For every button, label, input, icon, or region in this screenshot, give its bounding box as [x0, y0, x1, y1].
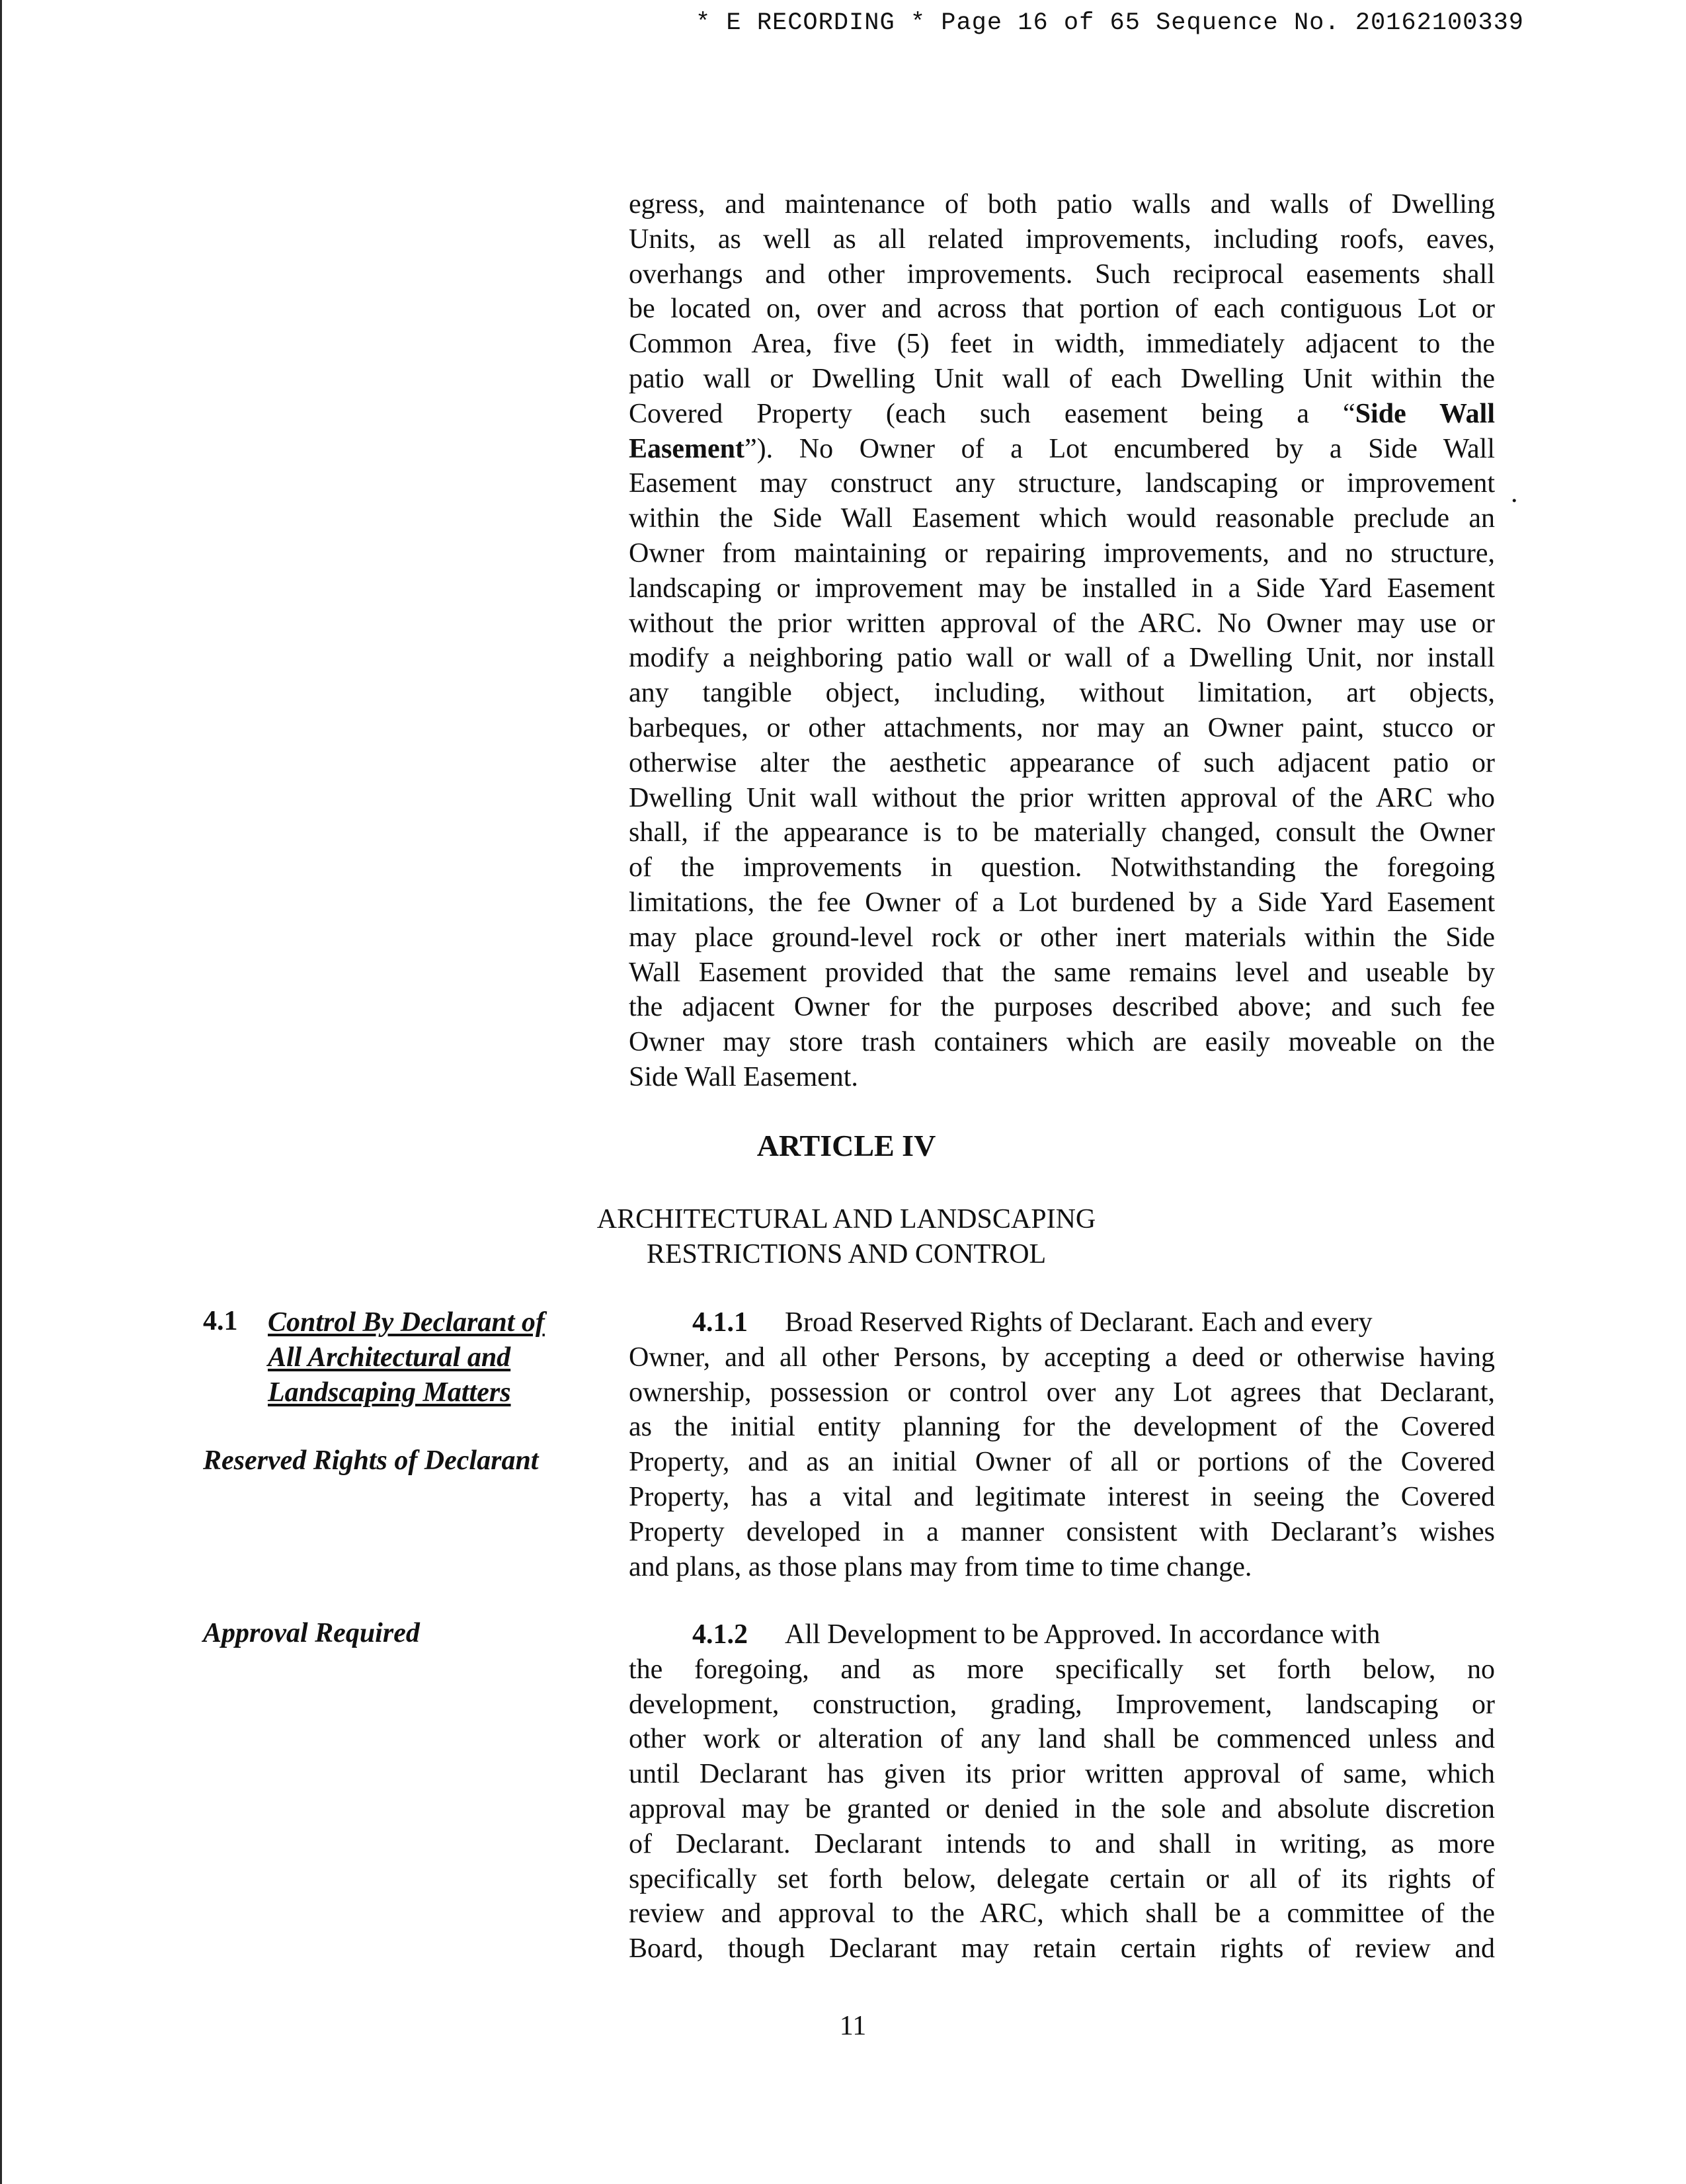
section-heading-line: All Architectural and [268, 1342, 511, 1373]
recording-stamp: * E RECORDING * Page 16 of 65 Sequence No. 20162100339 [696, 9, 1524, 37]
continuation-paragraph [629, 187, 1495, 1095]
margin-label-reserved-rights: Reserved Rights of Declarant [203, 1445, 539, 1476]
text-line [629, 1617, 1495, 1652]
text-line: Units, as well as all related improvements, including roofs, eaves, [629, 223, 1495, 255]
text-line: egress, and maintenance of both patio walls and walls of Dwelling [629, 189, 1495, 220]
text-line: without the prior written approval of the ARC. No Owner may use or [629, 608, 1495, 639]
subsection-first-line: Broad Reserved Rights of Declarant. Each and every [785, 1307, 1373, 1338]
text-line: Easement may construct any structure, landscaping or improvement [629, 468, 1495, 499]
section-heading-line: Control By Declarant of [268, 1307, 545, 1338]
text-line: Property developed in a manner consistent with Declarant’s wishes [629, 1516, 1495, 1547]
text-line: within the Side Wall Easement which would reasonable preclude an [629, 503, 1495, 534]
text-line: review and approval to the ARC, which shall be a committee of the [629, 1898, 1495, 1929]
page-left-edge [0, 0, 2, 2184]
text-line: barbeques, or other attachments, nor may an Owner paint, stucco or [629, 712, 1495, 743]
text-line [629, 1305, 1495, 1340]
subsection-number: 4.1.2 [692, 1619, 748, 1650]
section-heading-line: Landscaping Matters [268, 1377, 511, 1408]
defined-term: Side Wall [1355, 398, 1495, 429]
subsection-first-line: All Development to be Approved. In accordance with [785, 1619, 1381, 1650]
margin-label-approval-required: Approval Required [203, 1618, 420, 1648]
subsection-4-1-2 [629, 1617, 1495, 1966]
subsection-4-1-1 [629, 1305, 1495, 1584]
text-line: shall, if the appearance is to be materially changed, consult the Owner [629, 817, 1495, 848]
text-line: of Declarant. Declarant intends to and shall in writing, as more [629, 1828, 1495, 1859]
text-line: limitations, the fee Owner of a Lot burdened by a Side Yard Easement [629, 887, 1495, 918]
text-line: until Declarant has given its prior written approval of same, which [629, 1759, 1495, 1790]
text-line: as the initial entity planning for the development of the Covered [629, 1412, 1495, 1443]
text-line: may place ground-level rock or other inert materials within the Side [629, 922, 1495, 953]
text-line: landscaping or improvement may be installed in a Side Yard Easement [629, 573, 1495, 604]
article-subtitle-line: RESTRICTIONS AND CONTROL [646, 1239, 1047, 1270]
text-line: Common Area, five (5) feet in width, immediately adjacent to the [629, 329, 1495, 360]
text-line: Board, though Declarant may retain certain rights of review and [629, 1933, 1495, 1964]
text-line: Side Wall Easement. [629, 1061, 858, 1092]
text-line: Owner from maintaining or repairing improvements, and no structure, [629, 538, 1495, 569]
section-heading [268, 1305, 585, 1410]
text-line: Property, has a vital and legitimate interest in seeing the Covered [629, 1481, 1495, 1512]
text-line [629, 432, 1495, 467]
text-line: of the improvements in question. Notwithstanding the foregoing [629, 852, 1495, 883]
text-line: otherwise alter the aesthetic appearance of such adjacent patio or [629, 747, 1495, 778]
text-line: the adjacent Owner for the purposes described above; and such fee [629, 992, 1495, 1023]
text-line: patio wall or Dwelling Unit wall of each Dwelling Unit within the [629, 363, 1495, 394]
text-line: be located on, over and across that portion of each contiguous Lot or [629, 294, 1495, 325]
text-line: Owner, and all other Persons, by accepting a deed or otherwise having [629, 1342, 1495, 1373]
page-number: 11 [839, 2011, 867, 2041]
text-line: Owner may store trash containers which are easily moveable on the [629, 1027, 1495, 1058]
text-line: approval may be granted or denied in the sole and absolute discretion [629, 1793, 1495, 1824]
article-subtitle-line: ARCHITECTURAL AND LANDSCAPING [596, 1204, 1096, 1234]
text-fragment: ”). No Owner of a Lot encumbered by a Side Wall [744, 433, 1495, 464]
text-line: Wall Easement provided that the same remains level and useable by [629, 957, 1495, 988]
defined-term: Easement [629, 433, 744, 464]
text-fragment: Covered Property (each such easement being a “ [629, 398, 1355, 429]
text-line: Dwelling Unit wall without the prior written approval of the ARC who [629, 782, 1495, 813]
text-line: development, construction, grading, Improvement, landscaping or [629, 1689, 1495, 1720]
text-line: any tangible object, including, without limitation, art objects, [629, 678, 1495, 709]
text-line: overhangs and other improvements. Such reciprocal easements shall [629, 259, 1495, 290]
article-title: ARTICLE IV [756, 1129, 936, 1162]
text-line: specifically set forth below, delegate certain or all of its rights of [629, 1863, 1495, 1894]
text-line: Property, and as an initial Owner of all or portions of the Covered [629, 1447, 1495, 1478]
subsection-number: 4.1.1 [692, 1307, 748, 1338]
text-line: modify a neighboring patio wall or wall of a Dwelling Unit, nor install [629, 643, 1495, 674]
stray-mark: . [1511, 478, 1518, 508]
text-line: the foregoing, and as more specifically set forth below, no [629, 1654, 1495, 1685]
text-line [629, 397, 1495, 432]
text-line: other work or alteration of any land shall be commenced unless and [629, 1724, 1495, 1755]
text-line: and plans, as those plans may from time to time change. [629, 1551, 1252, 1582]
section-number: 4.1 [203, 1306, 238, 1336]
text-line: ownership, possession or control over any Lot agrees that Declarant, [629, 1377, 1495, 1408]
